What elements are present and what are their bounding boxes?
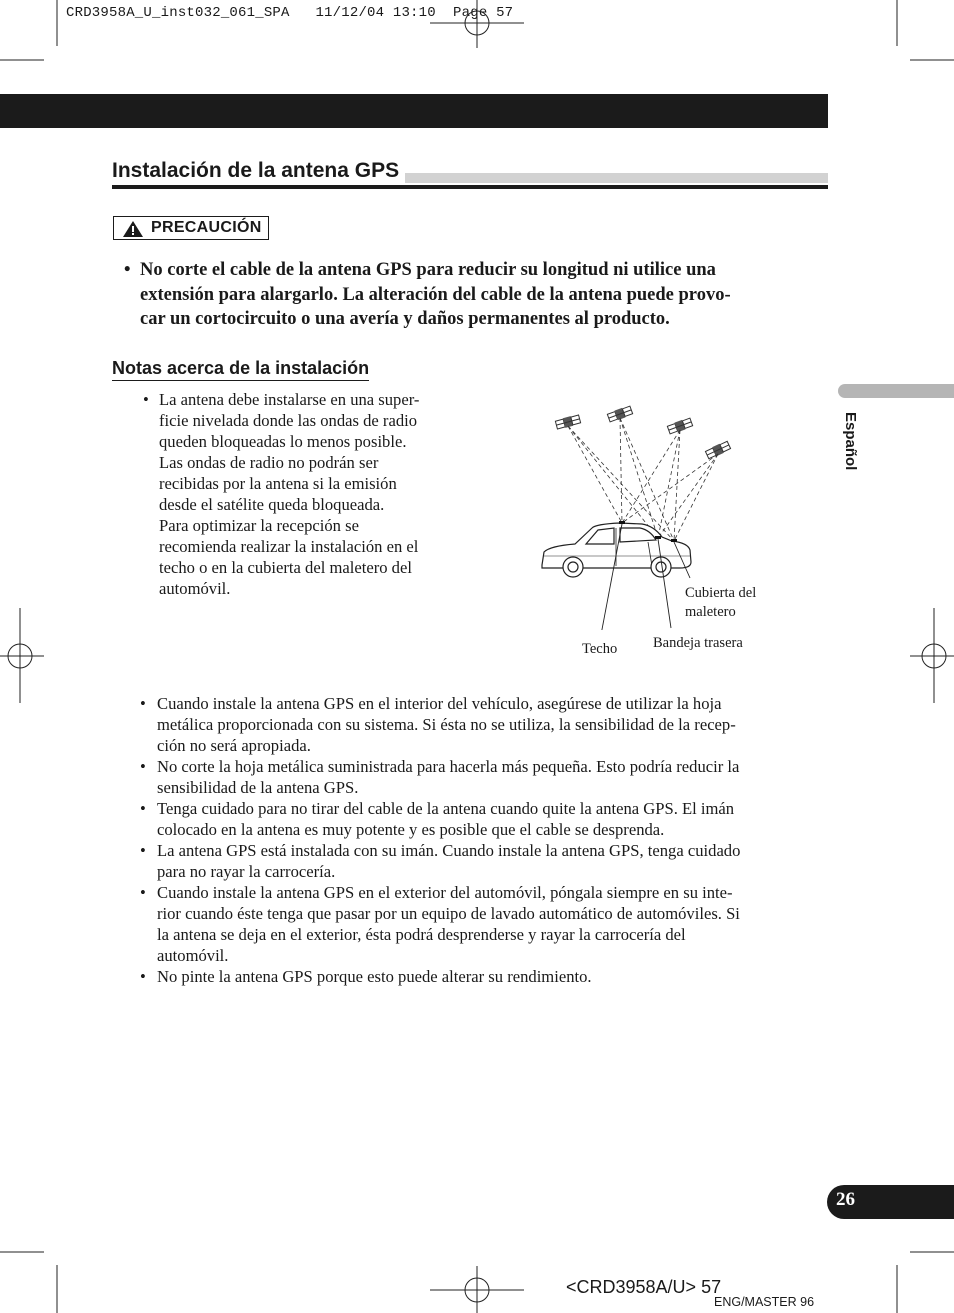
header-band xyxy=(0,94,828,128)
antenna-rear-tray-marker xyxy=(655,536,661,539)
list-line: metálica proporcionada con su sistema. Si ésta no se utiliza, la sensibilidad de la recep- xyxy=(157,715,736,734)
antenna-trunk-marker xyxy=(671,539,677,542)
caution-bullet: • xyxy=(124,260,131,280)
list-bullet: • xyxy=(140,757,146,776)
list-line: colocado en la antena es muy potente y es posible que el cable se desprenda. xyxy=(157,820,665,839)
antenna-roof-marker xyxy=(619,521,625,524)
side-tab-label: Español xyxy=(842,412,859,471)
list-bullet: • xyxy=(140,967,146,986)
list-line: la antena se deja en el exterior, ésta podrá desprenderse y rayar la carrocería del xyxy=(157,925,686,944)
footer-master: ENG/MASTER 96 xyxy=(714,1295,815,1309)
note-line: desde el satélite queda bloqueada. xyxy=(159,495,385,514)
label-trunk-line: Cubierta del xyxy=(685,585,757,601)
caution-label: PRECAUCIÓN xyxy=(151,219,262,236)
list-line: sensibilidad de la antena GPS. xyxy=(157,778,359,797)
list-line: Cuando instale la antena GPS en el exterior del automóvil, póngala siempre en su inte- xyxy=(157,883,733,902)
caution-line: car un cortocircuito o una avería y daños permanentes al producto. xyxy=(140,309,670,329)
list-line: automóvil. xyxy=(157,946,229,965)
gps-antenna-illustration xyxy=(530,400,810,630)
label-trunk-line: maletero xyxy=(685,604,736,620)
side-tab-bar xyxy=(838,384,954,398)
list-line: rior cuando éste tenga que pasar por un equipo de lavado automático de automóviles. Si xyxy=(157,904,740,923)
list-line: No corte la hoja metálica suministrada para hacerla más pequeña. Esto podría reducir la xyxy=(157,757,740,776)
note-line: ficie nivelada donde las ondas de radio xyxy=(159,411,418,430)
caution-box xyxy=(113,216,269,240)
section-title: Instalación de la antena GPS xyxy=(112,159,405,183)
list-bullet: • xyxy=(140,694,146,713)
signal-lines xyxy=(568,418,718,541)
list-bullet: • xyxy=(140,841,146,860)
caution-line: No corte el cable de la antena GPS para reducir su longitud ni utilice una xyxy=(140,260,716,280)
print-header: CRD3958A_U_inst032_061_SPA 11/12/04 13:10 Page 57 xyxy=(66,5,514,21)
list-bullet: • xyxy=(140,799,146,818)
note-line: techo o en la cubierta del maletero del xyxy=(159,558,412,577)
label-roof: Techo xyxy=(582,641,618,657)
satellite-icon xyxy=(555,414,581,430)
note-line: Para optimizar la recepción se xyxy=(159,516,359,535)
page-number: 26 xyxy=(836,1189,855,1210)
list-bullet: • xyxy=(140,883,146,902)
satellite-icon xyxy=(705,440,731,459)
list-line: Tenga cuidado para no tirar del cable de la antena cuando quite la antena GPS. El imán xyxy=(157,799,735,818)
list-line: No pinte la antena GPS porque esto puede alterar su rendimiento. xyxy=(157,967,592,986)
note-line: queden bloqueadas lo menos posible. xyxy=(159,432,407,451)
page-number-tab xyxy=(827,1185,954,1219)
note-line: automóvil. xyxy=(159,579,231,598)
footer-code: <CRD3958A/U> 57 xyxy=(566,1277,722,1297)
note-line: Las ondas de radio no podrán ser xyxy=(159,453,379,472)
list-line: La antena GPS está instalada con su imán. Cuando instale la antena GPS, tenga cuidado xyxy=(157,841,741,860)
note-line: La antena debe instalarse en una super- xyxy=(159,390,420,409)
label-rear-tray: Bandeja trasera xyxy=(653,635,743,651)
note-line: recibidas por la antena si la emisión xyxy=(159,474,397,493)
list-line: para no rayar la carrocería. xyxy=(157,862,336,881)
section-title-rule xyxy=(112,185,828,189)
list-line: Cuando instale la antena GPS en el interior del vehículo, asegúrese de utilizar la hoja xyxy=(157,694,722,713)
warning-triangle-icon xyxy=(122,220,144,238)
note-bullet: • xyxy=(143,390,149,409)
notes-title: Notas acerca de la instalación xyxy=(112,358,369,381)
caution-line: extensión para alargarlo. La alteración del cable de la antena puede provo- xyxy=(140,284,731,305)
note-line: recomienda realizar la instalación en el xyxy=(159,537,419,556)
label-trunk xyxy=(685,584,756,622)
list-line: ción no será apropiada. xyxy=(157,736,311,755)
